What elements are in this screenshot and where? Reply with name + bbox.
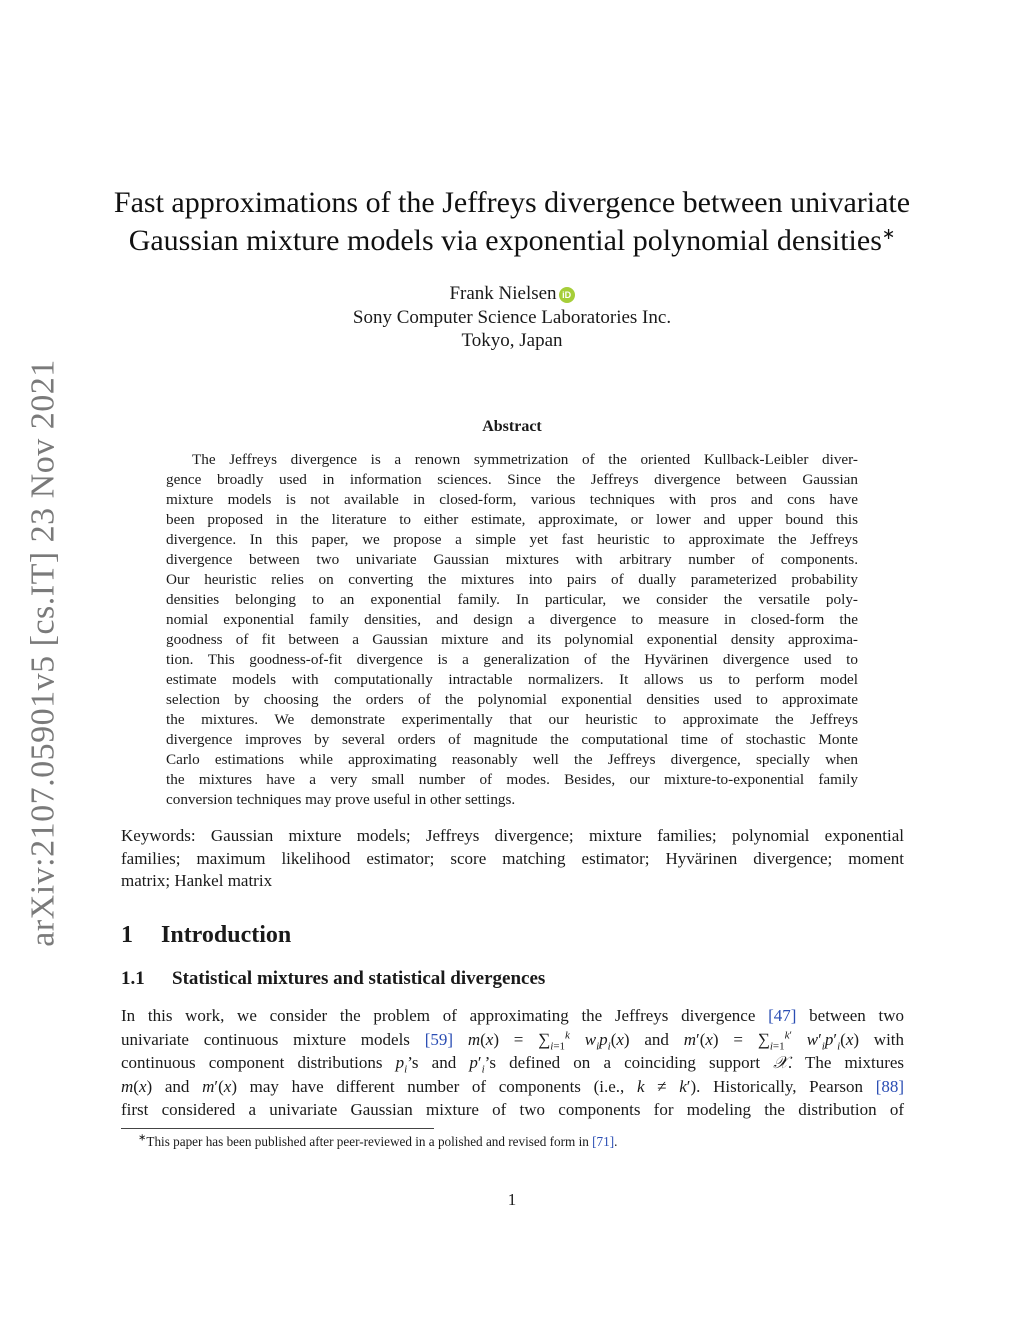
body-text-run: continuous component distributions (121, 1053, 396, 1072)
body-line-1 (121, 1004, 904, 1028)
section-number: 1 (121, 922, 133, 948)
footnote-mark: ∗ (138, 1132, 147, 1144)
introduction-paragraph (121, 1004, 904, 1122)
abstract-line: divergence between two univariate Gaussian mixtures with arbitrary number of components. (166, 551, 858, 568)
author-block (100, 282, 924, 353)
section-title: Introduction (161, 922, 292, 948)
body-text-run: ’s and (407, 1053, 470, 1072)
math-support-x: 𝒳 (773, 1053, 788, 1072)
abstract-body (166, 450, 858, 810)
section-heading-introduction (121, 922, 291, 949)
citation-link[interactable]: [88] (875, 1076, 905, 1096)
author-name: Frank Nielsen (449, 283, 557, 304)
author-affiliation: Sony Computer Science Laboratories Inc. (352, 306, 672, 328)
title-line-2 (100, 222, 924, 260)
subsection-heading (121, 968, 545, 990)
abstract-line: divergence. In this paper, we propose a simple yet fast heuristic to approximate the Jeffreys (166, 531, 858, 548)
title-footnote-mark: ∗ (881, 226, 896, 243)
paper-title (100, 184, 924, 260)
math-k-neq-k-prime: k ≠ k′ (636, 1076, 691, 1096)
abstract-line: Carlo estimations while approximating reasonably well the Jeffreys divergence, specially when (166, 751, 858, 768)
citation-link[interactable]: [59] (424, 1029, 454, 1049)
footnote-divider (121, 1128, 434, 1129)
body-line-5: first considered a univariate Gaussian mixture of two components for modeling the distribution of (121, 1100, 904, 1119)
keywords-line: Keywords: Gaussian mixture models; Jeffreys divergence; mixture families; polynomial exponential (121, 826, 904, 845)
abstract-line: the mixtures have a very small number of modes. Besides, our mixture-to-exponential family (166, 771, 858, 788)
math-m-prime-x: m′(x) (202, 1076, 237, 1096)
body-line-4 (121, 1075, 904, 1099)
body-text-run: ). Historically, Pearson (690, 1076, 876, 1096)
title-line-1: Fast approximations of the Jeffreys divergence between univariate (113, 186, 911, 219)
abstract-line: divergence improves by several orders of magnitude the computational time of stochastic Monte (166, 731, 858, 748)
math-m-x: m(x) (121, 1076, 153, 1096)
body-text-run: and (152, 1076, 203, 1096)
abstract-line: The Jeffreys divergence is a renown symmetrization of the oriented Kullback-Leibler diver- (192, 451, 858, 468)
math-p-i: $p_i$ (395, 1053, 408, 1076)
subsection-number: 1.1 (121, 968, 145, 989)
abstract-line: estimate models with computationally intractable normalizers. It allows us to perform model (166, 671, 858, 688)
abstract-line: been proposed in the literature to either estimate, approximate, or lower and upper bound this (166, 511, 858, 528)
abstract-line: tion. This goodness-of-fit divergence is a generalization of the Hyvärinen divergence used to (166, 651, 858, 668)
arxiv-identifier: arXiv:2107.05901v5 [cs.IT] 23 Nov 2021 (25, 358, 63, 947)
abstract-line: selection by choosing the orders of the polynomial exponential densities used to approximate (166, 691, 858, 708)
orcid-icon[interactable]: iD (559, 287, 575, 303)
citation-link[interactable]: [71] (592, 1134, 615, 1149)
abstract-line: Our heuristic relies on converting the mixtures into pairs of dually parameterized probability (166, 571, 858, 588)
math-mixture-definitions: $m(x) = \sum_{i=1}^k$ $w_ip_i(x)$ and $m'(x) = \sum_{i=1}^{k'}$ $w'_ip'_i(x)$ with (467, 1028, 905, 1052)
title-line-2-text: Gaussian mixture models via exponential polynomial densities (128, 224, 882, 257)
body-text-run: univariate continuous mixture models (121, 1029, 425, 1049)
citation-link[interactable]: [47] (768, 1006, 797, 1025)
author-name-line (100, 282, 924, 306)
footnote (138, 1134, 617, 1150)
keywords-block (121, 825, 904, 893)
abstract-line: conversion techniques may prove useful in other settings. (166, 791, 516, 808)
footnote-end: . (614, 1134, 618, 1149)
footnote-text: This paper has been published after peer-reviewed in a polished and revised form in (146, 1134, 593, 1149)
arxiv-sidebar-stamp (20, 358, 68, 947)
body-text-run: between two (796, 1006, 904, 1025)
abstract-line: gence broadly used in information sciences. Since the Jeffreys divergence between Gaussian (166, 471, 858, 488)
author-location: Tokyo, Japan (461, 330, 563, 351)
body-text-run: . The mixtures (787, 1053, 905, 1072)
page-number: 1 (507, 1190, 517, 1209)
abstract-line: densities belonging to an exponential family. In particular, we consider the versatile poly- (166, 591, 858, 608)
abstract-heading: Abstract (482, 418, 542, 435)
body-line-2 (121, 1028, 904, 1052)
abstract-line: mixture models is not available in closed-form, various techniques with pros and cons have (166, 491, 858, 508)
body-text-run: ’s defined on a coinciding support (484, 1053, 774, 1072)
abstract-line: goodness of fit between a Gaussian mixture and its polynomial exponential density approxima- (166, 631, 858, 648)
abstract-line: nomial exponential family densities, and design a divergence to measure in closed-form the (166, 611, 858, 628)
subsection-title: Statistical mixtures and statistical divergences (172, 968, 546, 989)
math-p-prime-i: $p'_i$ (469, 1053, 485, 1076)
body-text-run: In this work, we consider the problem of approximating the Jeffreys divergence (121, 1006, 769, 1025)
abstract-line: the mixtures. We demonstrate experimentally that our heuristic to approximate the Jeffreys (166, 711, 858, 728)
keywords-line: matrix; Hankel matrix (121, 871, 273, 890)
keywords-line: families; maximum likelihood estimator; score matching estimator; Hyvärinen divergence; moment (121, 848, 904, 868)
body-line-3 (121, 1051, 904, 1075)
body-text-run: may have different number of components (i.e., (236, 1076, 637, 1096)
